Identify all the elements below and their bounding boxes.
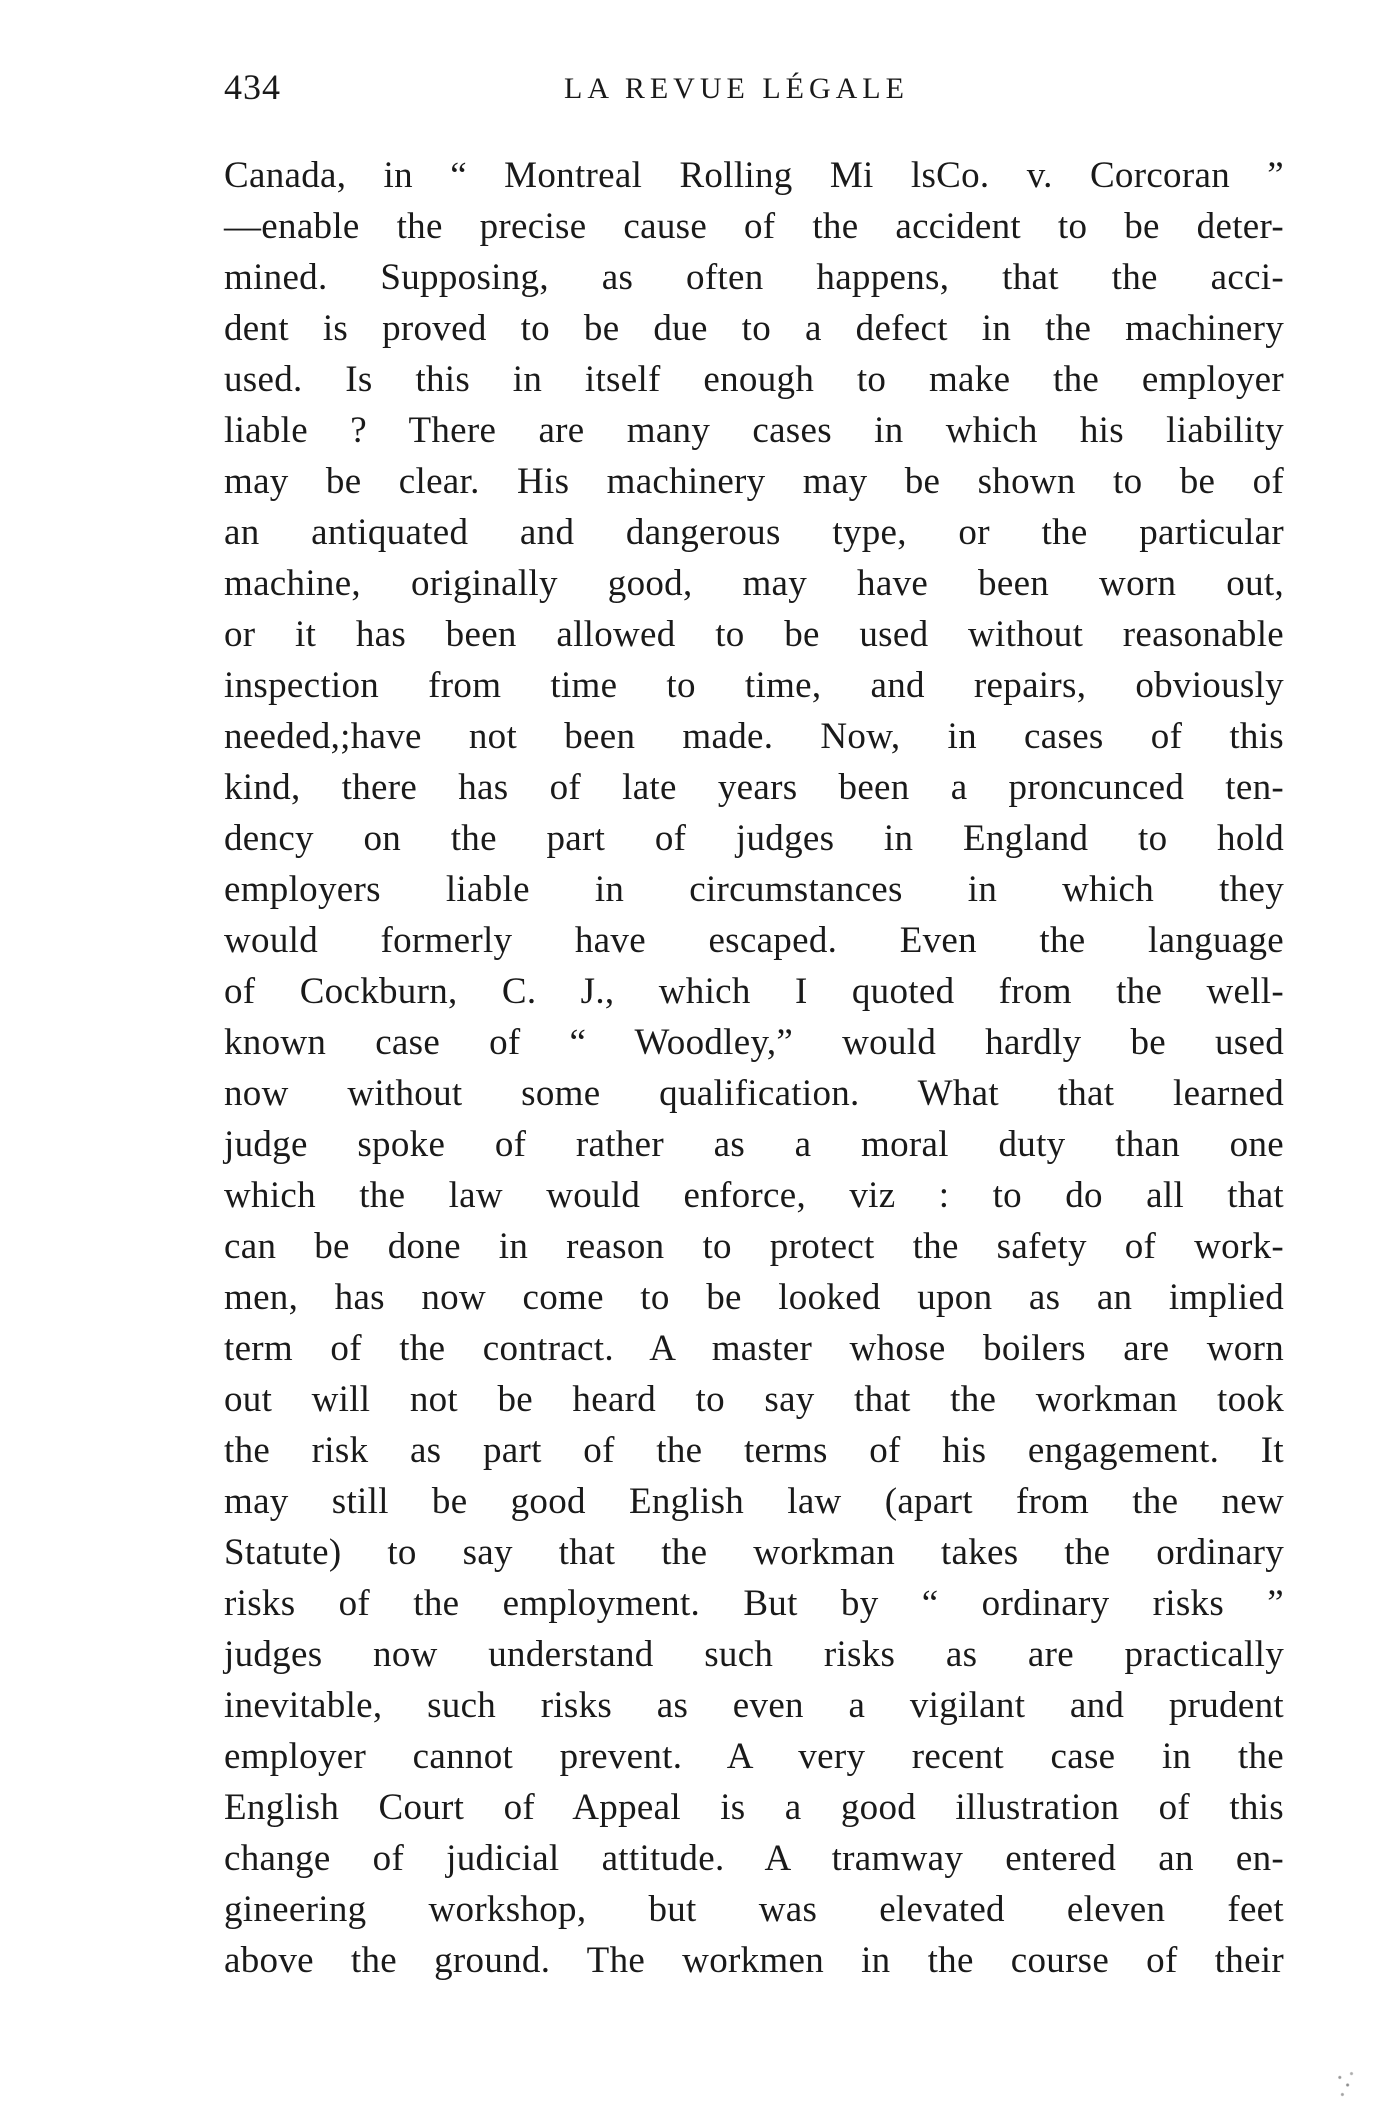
text-line: kind, there has of late years been a proncunced ten-: [224, 767, 1284, 808]
text-line: inevitable, such risks as even a vigilant and prudent: [224, 1685, 1284, 1726]
text-line: would formerly have escaped. Even the language: [224, 920, 1284, 961]
text-line: employers liable in circumstances in which they: [224, 869, 1284, 910]
text-line: Statute) to say that the workman takes the ordinary: [224, 1532, 1284, 1573]
page-number: 434: [224, 67, 281, 107]
text-line: inspection from time to time, and repairs, obviously: [224, 665, 1284, 706]
text-line: or it has been allowed to be used without reasonable: [224, 614, 1284, 655]
scan-speck: [1332, 2066, 1358, 2104]
text-line: known case of “ Woodley,” would hardly be used: [224, 1022, 1284, 1063]
text-line: judge spoke of rather as a moral duty than one: [224, 1124, 1284, 1165]
text-line: the risk as part of the terms of his engagement. It: [224, 1430, 1284, 1471]
page-header: [224, 62, 1284, 112]
text-line: term of the contract. A master whose boilers are worn: [224, 1328, 1284, 1369]
text-line: risks of the employment. But by “ ordinary risks ”: [224, 1583, 1284, 1624]
text-line: of Cockburn, C. J., which I quoted from the well-: [224, 971, 1284, 1012]
text-line: may still be good English law (apart from the new: [224, 1481, 1284, 1522]
text-line: Canada, in “ Montreal Rolling Mi lsCo. v. Corcoran ”: [224, 155, 1284, 196]
text-line: needed,;have not been made. Now, in cases of this: [224, 716, 1284, 757]
text-line: liable ? There are many cases in which his liability: [224, 410, 1284, 451]
running-title: LA REVUE LÉGALE: [564, 72, 909, 105]
text-line: above the ground. The workmen in the course of their: [224, 1940, 1284, 1981]
text-line: —enable the precise cause of the accident to be deter-: [224, 206, 1284, 247]
text-line: employer cannot prevent. A very recent case in the: [224, 1736, 1284, 1777]
text-line: mined. Supposing, as often happens, that the acci-: [224, 257, 1284, 298]
text-line: may be clear. His machinery may be shown to be of: [224, 461, 1284, 502]
body-text: [224, 150, 1284, 1986]
text-line: men, has now come to be looked upon as an implied: [224, 1277, 1284, 1318]
text-line: judges now understand such risks as are practically: [224, 1634, 1284, 1675]
text-line: which the law would enforce, viz : to do all that: [224, 1175, 1284, 1216]
text-line: machine, originally good, may have been worn out,: [224, 563, 1284, 604]
text-line: dency on the part of judges in England to hold: [224, 818, 1284, 859]
text-line: out will not be heard to say that the workman took: [224, 1379, 1284, 1420]
text-line: change of judicial attitude. A tramway entered an en-: [224, 1838, 1284, 1879]
text-line: used. Is this in itself enough to make the employer: [224, 359, 1284, 400]
text-line: dent is proved to be due to a defect in the machinery: [224, 308, 1284, 349]
text-line: now without some qualification. What that learned: [224, 1073, 1284, 1114]
text-line: English Court of Appeal is a good illustration of this: [224, 1787, 1284, 1828]
text-line: gineering workshop, but was elevated eleven feet: [224, 1889, 1284, 1930]
text-line: an antiquated and dangerous type, or the particular: [224, 512, 1284, 553]
text-line: can be done in reason to protect the safety of work-: [224, 1226, 1284, 1267]
